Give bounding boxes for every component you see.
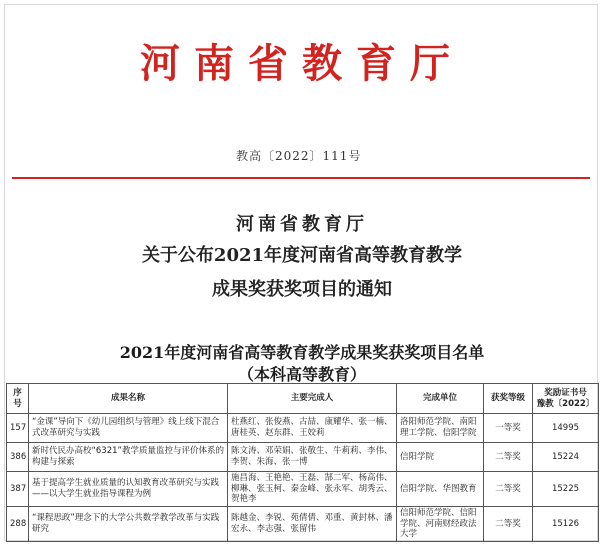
row-unit: 信阳学院、华图教育 bbox=[397, 472, 484, 507]
award-list-title: 2021年度河南省高等教育教学成果奖获奖项目名单 bbox=[119, 343, 485, 362]
row-people: 施昌海、王艳艳、王磊、郜二军、杨高伟、柳琳、张玉柯、秦金峰、张永军、胡秀云、贺艳李 bbox=[228, 472, 397, 507]
row-no: 288 bbox=[7, 506, 29, 541]
header-cert-line2: 豫教〔2022〕 bbox=[536, 398, 595, 409]
row-cert: 15126 bbox=[533, 506, 599, 541]
row-no: 157 bbox=[7, 414, 29, 443]
header-level: 获奖等级 bbox=[484, 384, 533, 414]
row-cert: 14995 bbox=[533, 414, 599, 443]
row-name: “金课”导向下《幼儿园组织与管理》线上线下混合式改革研究与实践 bbox=[29, 414, 228, 443]
award-table bbox=[6, 383, 599, 542]
row-cert: 15225 bbox=[533, 472, 599, 507]
agency-masthead: 河南省教育厅 bbox=[140, 40, 464, 87]
row-people: 陈越金、李锐、苑倩倩、邓重、黄封林、潘宏永、李志强、张留伟 bbox=[228, 506, 397, 541]
notice-title-line-2: 成果奖获奖项目的通知 bbox=[212, 279, 392, 300]
header-no: 序号 bbox=[7, 384, 29, 414]
row-no: 386 bbox=[7, 443, 29, 472]
table-row bbox=[7, 414, 599, 443]
header-people: 主要完成人 bbox=[228, 384, 397, 414]
row-people: 杜燕红、张俊燕、古喆、康耀华、张一楠、唐桂英、赵东群、王姣莉 bbox=[228, 414, 397, 443]
row-unit: 信阳学院 bbox=[397, 443, 484, 472]
table-row bbox=[7, 472, 599, 507]
row-name: 基于提高学生就业质量的认知教育改革研究与实践——以大学生就业指导课程为例 bbox=[29, 472, 228, 507]
row-level: 二等奖 bbox=[484, 506, 533, 541]
table-row bbox=[7, 443, 599, 472]
row-level: 二等奖 bbox=[484, 472, 533, 507]
red-divider bbox=[12, 177, 590, 179]
document-number: 教高〔2022〕111号 bbox=[236, 149, 362, 163]
notice-title-line-1: 关于公布2021年度河南省高等教育教学 bbox=[141, 245, 463, 266]
row-name: 新时代民办高校“6321”教学质量监控与评价体系的构建与探索 bbox=[29, 443, 228, 472]
row-cert: 15224 bbox=[533, 443, 599, 472]
notice-issuer: 河南省教育厅 bbox=[236, 214, 368, 235]
header-cert-line1: 奖励证书号 bbox=[544, 387, 587, 398]
header-unit: 完成单位 bbox=[397, 384, 484, 414]
award-list-subtitle: （本科高等教育） bbox=[237, 365, 366, 384]
table-row bbox=[7, 506, 599, 541]
table-header-row bbox=[7, 384, 599, 414]
row-level: 二等奖 bbox=[484, 443, 533, 472]
row-unit: 洛阳师范学院、南阳理工学院、信阳学院 bbox=[397, 414, 484, 443]
row-unit: 信阳师范学院、信阳学院、河南财经政法大学 bbox=[397, 506, 484, 541]
row-name: “课程思政”理念下的大学公共数学教学改革与实践研究 bbox=[29, 506, 228, 541]
header-name: 成果名称 bbox=[29, 384, 228, 414]
row-no: 387 bbox=[7, 472, 29, 507]
header-cert bbox=[533, 384, 599, 414]
row-level: 一等奖 bbox=[484, 414, 533, 443]
row-people: 陈文涛、邓荣娟、张敬生、牛莉莉、李伟、李贺、朱海、张一博 bbox=[228, 443, 397, 472]
